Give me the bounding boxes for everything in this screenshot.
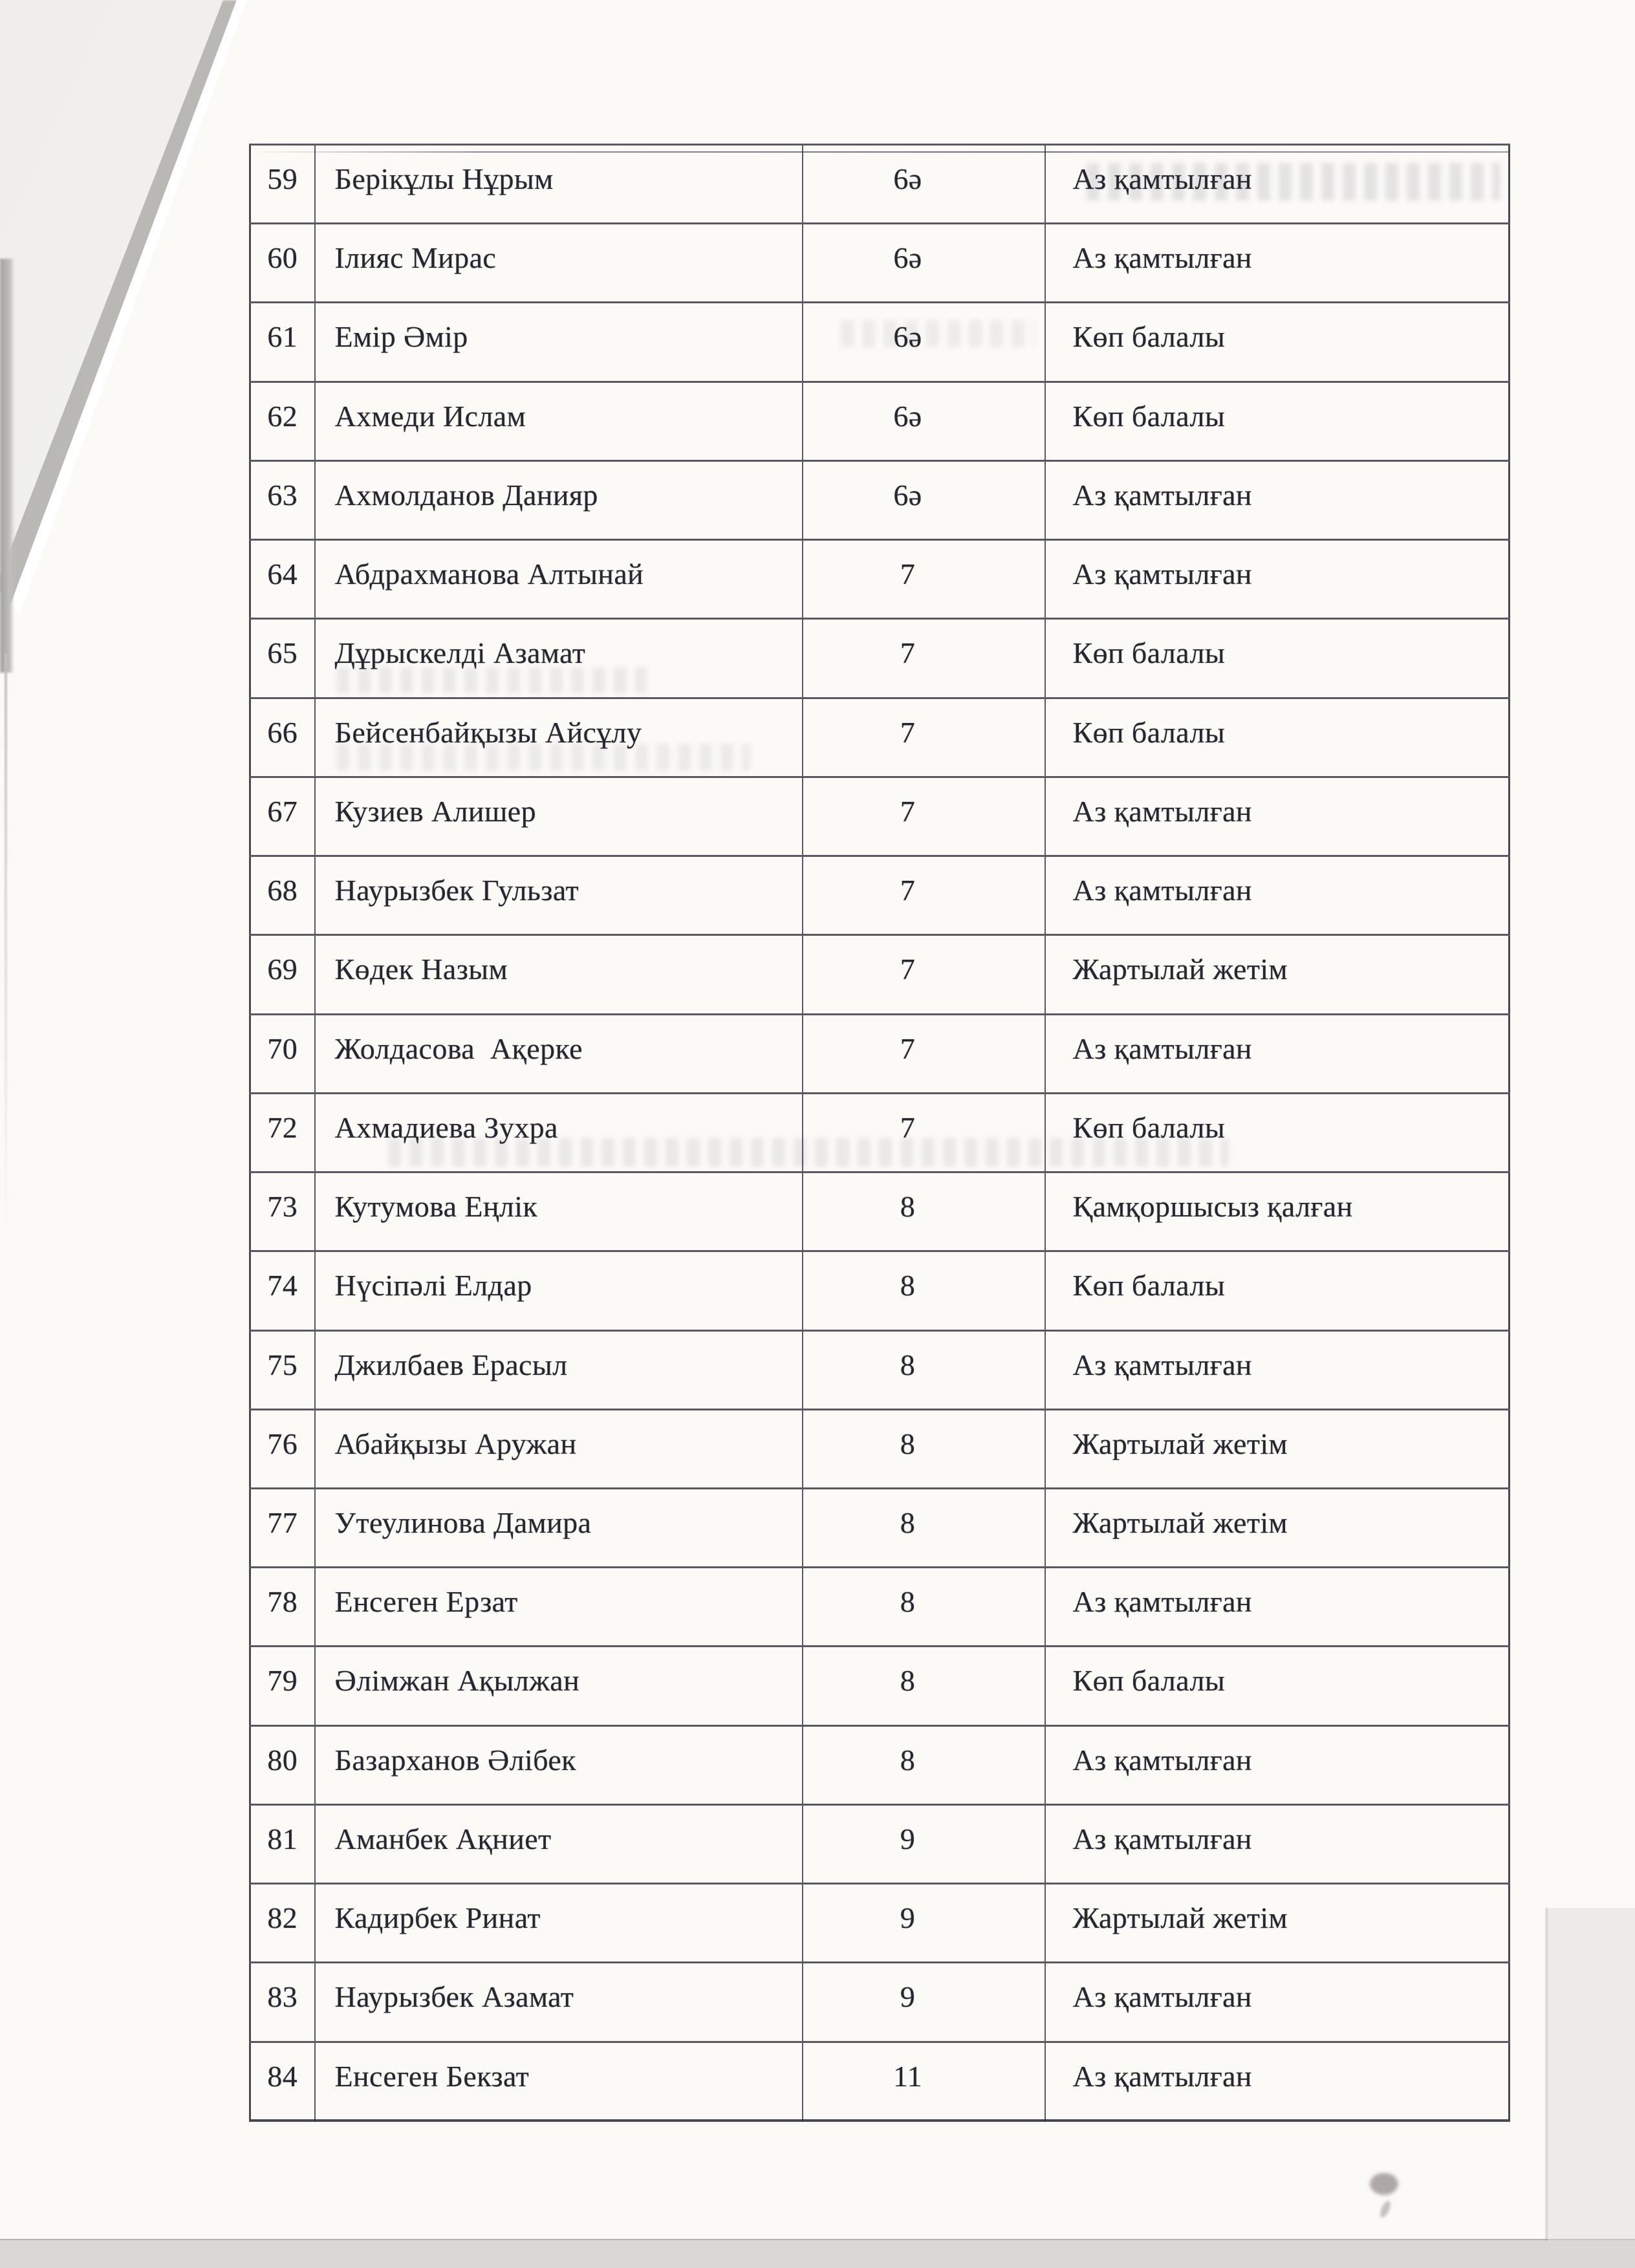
category-cell: Жартылай жетім — [1045, 1488, 1510, 1567]
table-row — [250, 856, 1510, 935]
student-name-cell: Ілияс Мирас — [315, 224, 803, 303]
scanner-bottom-band — [0, 2239, 1635, 2268]
grade-cell: 6ә — [803, 382, 1045, 460]
row-number-cell: 68 — [250, 856, 315, 935]
category-cell: Көп балалы — [1045, 382, 1510, 460]
student-name-cell: Дұрыскелді Азамат — [315, 619, 803, 698]
category-cell: Аз қамтылған — [1045, 2042, 1510, 2121]
grade-cell: 7 — [803, 777, 1045, 856]
grade-cell: 7 — [803, 698, 1045, 777]
row-number-cell: 81 — [250, 1804, 315, 1883]
category-cell: Аз қамтылған — [1045, 1963, 1510, 2042]
pencil-smudge-tail — [1378, 2199, 1392, 2219]
grade-cell: 8 — [803, 1172, 1045, 1251]
table-row — [250, 460, 1510, 539]
student-name-cell: Бейсенбайқызы Айсұлу — [315, 698, 803, 777]
grade-cell: 8 — [803, 1725, 1045, 1804]
table-row — [250, 224, 1510, 303]
category-cell: Аз қамтылған — [1045, 540, 1510, 619]
student-name-cell: Абайқызы Аружан — [315, 1409, 803, 1488]
category-cell: Аз қамтылған — [1045, 145, 1510, 224]
grade-cell: 7 — [803, 1014, 1045, 1093]
student-roster-table — [249, 144, 1510, 2122]
grade-cell: 7 — [803, 540, 1045, 619]
student-name-cell: Әлімжан Ақылжан — [315, 1647, 803, 1725]
row-number-cell: 65 — [250, 619, 315, 698]
grade-cell: 11 — [803, 2042, 1045, 2121]
row-number-cell: 64 — [250, 540, 315, 619]
category-cell: Аз қамтылған — [1045, 1568, 1510, 1647]
student-name-cell: Кадирбек Ринат — [315, 1884, 803, 1963]
table-row — [250, 1014, 1510, 1093]
category-cell: Аз қамтылған — [1045, 460, 1510, 539]
table-row — [250, 1804, 1510, 1883]
grade-cell: 7 — [803, 856, 1045, 935]
category-cell: Көп балалы — [1045, 698, 1510, 777]
student-name-cell: Наурызбек Азамат — [315, 1963, 803, 2042]
row-number-cell: 69 — [250, 935, 315, 1014]
student-name-cell: Кузиев Алишер — [315, 777, 803, 856]
grade-cell: 8 — [803, 1251, 1045, 1330]
row-number-cell: 74 — [250, 1251, 315, 1330]
row-number-cell: 83 — [250, 1963, 315, 2042]
category-cell: Көп балалы — [1045, 1647, 1510, 1725]
student-name-cell: Берікұлы Нұрым — [315, 145, 803, 224]
student-name-cell: Джилбаев Ерасыл — [315, 1330, 803, 1409]
double-top-border-line — [249, 151, 1508, 153]
table-row — [250, 145, 1510, 224]
row-number-cell: 78 — [250, 1568, 315, 1647]
student-table-body — [250, 145, 1510, 2121]
grade-cell: 8 — [803, 1409, 1045, 1488]
category-cell: Аз қамтылған — [1045, 224, 1510, 303]
row-number-cell: 67 — [250, 777, 315, 856]
left-page-edge-line — [5, 653, 7, 1235]
student-name-cell: Көдек Назым — [315, 935, 803, 1014]
student-name-cell: Ахмадиева Зухра — [315, 1093, 803, 1172]
student-name-cell: Енсеген Бекзат — [315, 2042, 803, 2121]
row-number-cell: 80 — [250, 1725, 315, 1804]
row-number-cell: 76 — [250, 1409, 315, 1488]
category-cell: Жартылай жетім — [1045, 1409, 1510, 1488]
grade-cell: 9 — [803, 1884, 1045, 1963]
grade-cell: 7 — [803, 935, 1045, 1014]
student-name-cell: Кутумова Еңлік — [315, 1172, 803, 1251]
table-row — [250, 2042, 1510, 2121]
table-row — [250, 619, 1510, 698]
student-name-cell: Ахмеди Ислам — [315, 382, 803, 460]
category-cell: Жартылай жетім — [1045, 935, 1510, 1014]
row-number-cell: 66 — [250, 698, 315, 777]
student-name-cell: Аманбек Ақниет — [315, 1804, 803, 1883]
student-name-cell: Утеулинова Дамира — [315, 1488, 803, 1567]
grade-cell: 6ә — [803, 224, 1045, 303]
row-number-cell: 63 — [250, 460, 315, 539]
grade-cell: 7 — [803, 619, 1045, 698]
table-row — [250, 1409, 1510, 1488]
category-cell: Аз қамтылған — [1045, 1330, 1510, 1409]
row-number-cell: 61 — [250, 303, 315, 382]
grade-cell: 8 — [803, 1488, 1045, 1567]
grade-cell: 9 — [803, 1963, 1045, 2042]
row-number-cell: 75 — [250, 1330, 315, 1409]
category-cell: Жартылай жетім — [1045, 1884, 1510, 1963]
grade-cell: 6ә — [803, 303, 1045, 382]
category-cell: Аз қамтылған — [1045, 1804, 1510, 1883]
table-row — [250, 1093, 1510, 1172]
grade-cell: 8 — [803, 1647, 1045, 1725]
category-cell: Аз қамтылған — [1045, 1725, 1510, 1804]
student-name-cell: Жолдасова Ақерке — [315, 1014, 803, 1093]
category-cell: Аз қамтылған — [1045, 1014, 1510, 1093]
category-cell: Көп балалы — [1045, 619, 1510, 698]
row-number-cell: 73 — [250, 1172, 315, 1251]
table-row — [250, 1330, 1510, 1409]
grade-cell: 8 — [803, 1568, 1045, 1647]
table-row — [250, 1568, 1510, 1647]
table-row — [250, 303, 1510, 382]
table-row — [250, 540, 1510, 619]
category-cell: Аз қамтылған — [1045, 856, 1510, 935]
row-number-cell: 77 — [250, 1488, 315, 1567]
grade-cell: 6ә — [803, 145, 1045, 224]
table-row — [250, 935, 1510, 1014]
student-name-cell: Абдрахманова Алтынай — [315, 540, 803, 619]
row-number-cell: 72 — [250, 1093, 315, 1172]
category-cell: Көп балалы — [1045, 1093, 1510, 1172]
row-number-cell: 62 — [250, 382, 315, 460]
student-table — [249, 144, 1508, 2120]
student-name-cell: Базарханов Әлібек — [315, 1725, 803, 1804]
student-name-cell: Нүсіпәлі Елдар — [315, 1251, 803, 1330]
table-row — [250, 1488, 1510, 1567]
student-name-cell: Наурызбек Гульзат — [315, 856, 803, 935]
grade-cell: 7 — [803, 1093, 1045, 1172]
category-cell: Аз қамтылған — [1045, 777, 1510, 856]
table-row — [250, 1725, 1510, 1804]
row-number-cell: 84 — [250, 2042, 315, 2121]
table-row — [250, 1884, 1510, 1963]
grade-cell: 9 — [803, 1804, 1045, 1883]
row-number-cell: 59 — [250, 145, 315, 224]
grade-cell: 8 — [803, 1330, 1045, 1409]
row-number-cell: 70 — [250, 1014, 315, 1093]
table-row — [250, 777, 1510, 856]
category-cell: Қамқоршысыз қалған — [1045, 1172, 1510, 1251]
table-row — [250, 1172, 1510, 1251]
category-cell: Көп балалы — [1045, 303, 1510, 382]
right-page-edge-shade — [1548, 1908, 1635, 2241]
table-row — [250, 382, 1510, 460]
row-number-cell: 82 — [250, 1884, 315, 1963]
table-row — [250, 1963, 1510, 2042]
row-number-cell: 79 — [250, 1647, 315, 1725]
student-name-cell: Емір Әмір — [315, 303, 803, 382]
table-row — [250, 1251, 1510, 1330]
table-row — [250, 1647, 1510, 1725]
grade-cell: 6ә — [803, 460, 1045, 539]
pencil-smudge — [1370, 2173, 1398, 2195]
row-number-cell: 60 — [250, 224, 315, 303]
student-name-cell: Ахмолданов Данияр — [315, 460, 803, 539]
student-name-cell: Енсеген Ерзат — [315, 1568, 803, 1647]
category-cell: Көп балалы — [1045, 1251, 1510, 1330]
table-row — [250, 698, 1510, 777]
left-page-edge-shadow — [0, 259, 14, 673]
